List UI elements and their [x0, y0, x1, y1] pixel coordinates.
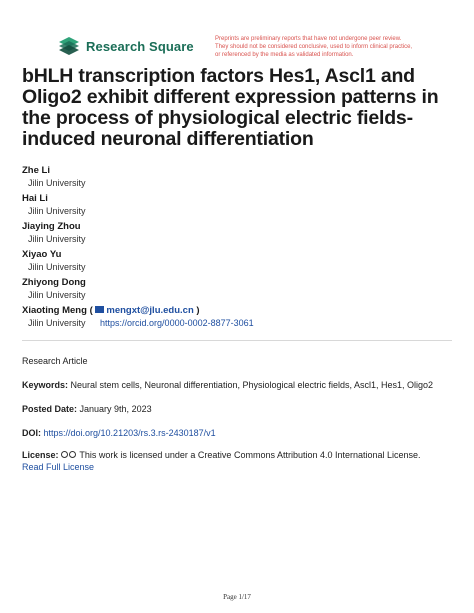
orcid-link[interactable]: https://orcid.org/0000-0002-8877-3061 [100, 318, 254, 328]
doi-line [22, 427, 462, 439]
page-number: Page 1/17 [223, 593, 251, 601]
author-affiliation: Jilin University [28, 234, 86, 244]
author-entry [22, 248, 452, 273]
keywords-value: Neural stem cells, Neuronal differentiation, Physiological electric fields, Ascl1, Hes1, Oligo2 [70, 380, 434, 390]
author-list [22, 164, 452, 332]
corresponding-author-line [22, 304, 452, 317]
close-paren: ) [196, 305, 200, 316]
open-paren: ( [89, 305, 93, 316]
mail-icon [95, 306, 104, 313]
attribution-icon [69, 451, 76, 458]
section-divider [22, 340, 452, 341]
author-entry [22, 192, 452, 217]
article-type: Research Article [22, 356, 88, 366]
author-name: Xiaoting Meng [22, 305, 87, 316]
author-affiliation: Jilin University [28, 206, 86, 216]
author-affiliation: Jilin University [28, 262, 86, 272]
posted-date-value: January 9th, 2023 [79, 404, 152, 414]
disclaimer-line: Preprints are preliminary reports that have not undergone peer review. [215, 36, 402, 42]
author-name: Zhe Li [22, 165, 50, 176]
license-label: License: [22, 450, 59, 460]
preprint-disclaimer [215, 35, 455, 59]
author-entry [22, 220, 452, 245]
author-name: Hai Li [22, 193, 48, 204]
posted-date-line [22, 403, 462, 415]
doi-label: DOI: [22, 428, 41, 438]
page-header [0, 0, 474, 62]
author-affiliation: Jilin University [28, 318, 86, 328]
license-text: This work is licensed under a Creative Commons Attribution 4.0 International License. [79, 450, 421, 460]
article-title: bHLH transcription factors Hes1, Ascl1 and Oligo2 exhibit different expression patterns in the process of physiological electric fields-induced neuronal differentiation [22, 65, 439, 150]
corresponding-author-entry [22, 304, 452, 329]
license-line [22, 449, 462, 461]
author-entry [22, 164, 452, 189]
logo-text: Research Square [86, 38, 194, 54]
author-name: Jiaying Zhou [22, 221, 81, 232]
doi-link[interactable]: https://doi.org/10.21203/rs.3.rs-2430187/v1 [43, 428, 216, 438]
read-full-license-link[interactable]: Read Full License [22, 462, 95, 472]
author-name: Xiyao Yu [22, 249, 62, 260]
research-square-logo-icon [57, 36, 81, 56]
research-square-logo[interactable] [57, 36, 194, 56]
disclaimer-line: or referenced by the media as validated information. [215, 52, 354, 58]
author-name: Zhiyong Dong [22, 277, 86, 288]
creative-commons-icon [61, 451, 68, 458]
author-entry [22, 276, 452, 301]
disclaimer-line: They should not be considered conclusive, used to inform clinical practice, [215, 44, 413, 50]
keywords-line [22, 379, 462, 391]
author-affiliation-line [22, 317, 452, 329]
posted-date-label: Posted Date: [22, 404, 78, 414]
read-license-line [22, 461, 462, 473]
keywords-label: Keywords: [22, 380, 69, 390]
author-affiliation: Jilin University [28, 178, 86, 188]
author-email-link[interactable]: mengxt@jlu.edu.cn [106, 305, 194, 316]
author-affiliation: Jilin University [28, 290, 86, 300]
